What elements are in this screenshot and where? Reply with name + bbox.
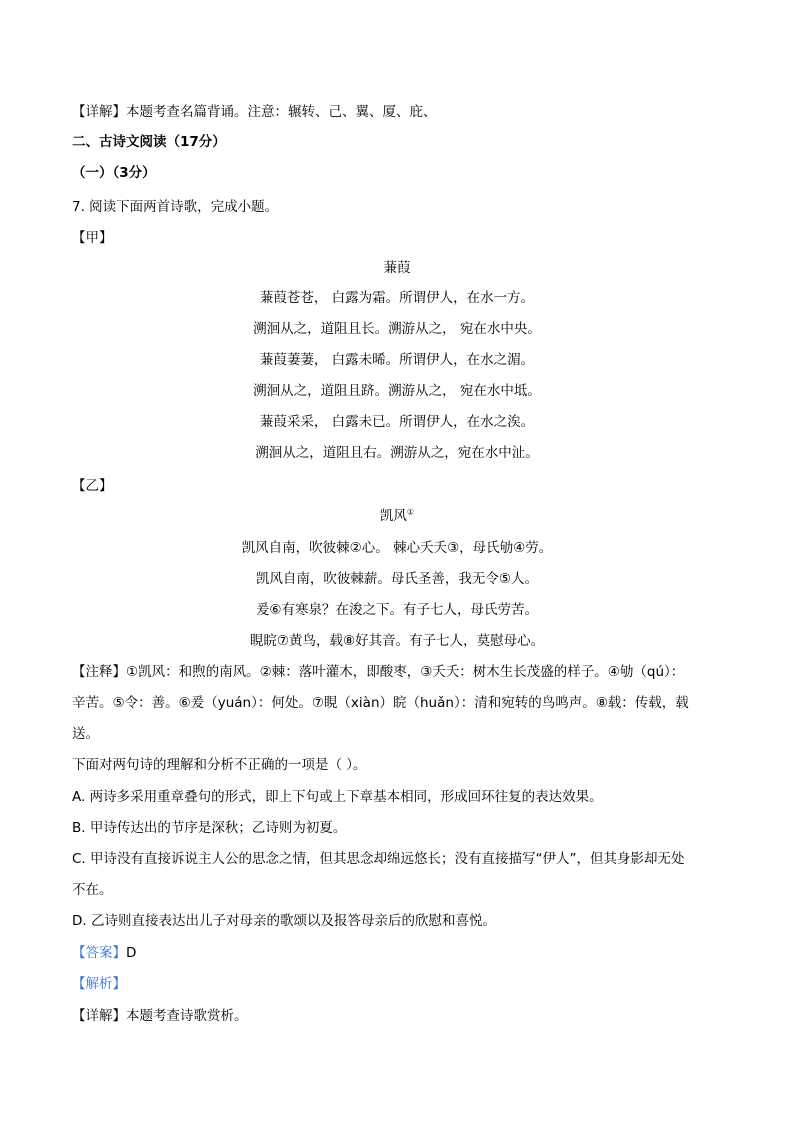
- poem-a-line: 溯洄从之，道阻且长。溯游从之， 宛在水中央。: [253, 321, 541, 337]
- option-b: B. 甲诗传达出的节序是深秋；乙诗则为初夏。: [72, 820, 347, 836]
- poem-b-title-footnote: ①: [406, 507, 415, 517]
- notes-line: 辛苦。⑤令：善。⑥爰（yuán）：何处。⑦睍（xiàn）睆（huǎn）：清和宛转的鸟鸣声。⑧载：传载，载: [72, 695, 689, 711]
- poem-b-line: 爰⑥有寒泉？在浚之下。有子七人，母氏劳苦。: [255, 602, 539, 618]
- question-intro: 7. 阅读下面两首诗歌，完成小题。: [72, 199, 279, 215]
- poem-a-line: 溯洄从之，道阻且右。溯游从之，宛在水中沚。: [255, 445, 539, 461]
- poem-b-line: 凯风自南，吹彼棘薪。母氏圣善，我无令⑤人。: [255, 571, 539, 587]
- question-stem: 下面对两句诗的理解和分析不正确的一项是（ ）。: [72, 757, 367, 773]
- answer-row: [72, 943, 732, 963]
- poem-b-line: 凯风自南，吹彼棘②心。 棘心夭夭③，母氏劬④劳。: [241, 540, 553, 556]
- poem-b-line: 睍睆⑦黄鸟，载⑧好其音。有子七人，莫慰母心。: [249, 633, 545, 649]
- section-heading: 二、古诗文阅读（17分）: [72, 134, 226, 150]
- poem-a-line: 蒹葭苍苍， 白露为霜。所谓伊人，在水一方。: [259, 290, 535, 306]
- poem-a-marker: 【甲】: [72, 230, 113, 246]
- poem-b-title-wrap: [0, 506, 794, 526]
- subsection-heading: （一）（3分）: [72, 165, 156, 181]
- notes-line: 【注释】①凯风：和煦的南风。②棘：落叶灌木，即酸枣，③夭夭：树木生长茂盛的样子。④劬（qú）：: [72, 664, 685, 680]
- poem-a-line: 蒹葭萋萋， 白露未晞。所谓伊人，在水之湄。: [259, 352, 535, 368]
- poem-a-line: 溯洄从之，道阻且跻。溯游从之， 宛在水中坻。: [253, 383, 541, 399]
- option-d: D. 乙诗则直接表达出儿子对母亲的歌颂以及报答母亲后的欣慰和喜悦。: [72, 913, 496, 929]
- poem-a-line: 蒹葭采采， 白露未已。所谓伊人，在水之涘。: [259, 414, 535, 430]
- notes-line: 送。: [72, 726, 99, 742]
- poem-b-title: 凯风: [379, 508, 407, 524]
- poem-b-marker: 【乙】: [72, 478, 113, 494]
- option-c: C. 甲诗没有直接诉说主人公的思念之情，但其思念却绵远悠长；没有直接描写“伊人”，但其身影却无处: [72, 851, 685, 867]
- answer-label: 【答案】: [72, 945, 126, 961]
- option-a: A. 两诗多采用重章叠句的形式，即上下句或上下章基本相同，形成回环往复的表达效果。: [72, 789, 603, 805]
- analysis-label: 【解析】: [72, 976, 126, 992]
- poem-a-title: 蒹葭: [383, 260, 411, 276]
- detail-note: 【详解】本题考查名篇背诵。注意：辗转、己、翼、厦、庇、: [72, 104, 437, 120]
- detail-note: 【详解】本题考查诗歌赏析。: [72, 1008, 248, 1024]
- answer-value: D: [126, 945, 137, 961]
- option-c-continued: 不在。: [72, 882, 113, 898]
